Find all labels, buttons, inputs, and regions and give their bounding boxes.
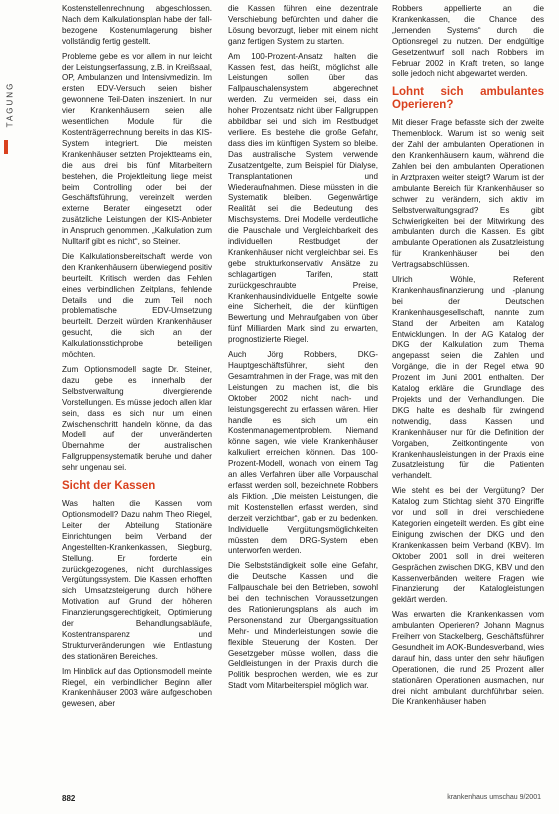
paragraph: Mit dieser Frage befasste sich der zweite Themenblock. Warum ist so wenig seit der Zahl der ambulanten Operationen in den Krankenhäusern kaum, während die Zahlen bei den ambulanten Operationen in Arztpraxen weiter steigt? Warum ist der ambulante Bereich für Krankenhäuser so schwer zu verändern, sich aktiv im Selbstverwaltungsgrad? Es gibt Schwierigkeiten bei der Mitwirkung des ambulanten durch die Kassen. Es gibt ambulante Operationen als Zusatzleistung für Krankenhäuser bei den Vertragsabschlüssen.: [392, 118, 544, 270]
page-number: 882: [62, 794, 76, 803]
paragraph: Am 100-Prozent-Ansatz halten die Kassen fest, das heißt, möglichst alle Leistungen sollen über das Fallpauschalensystem abgerechnet werden. Zu vermeiden sei, dass ein hoher Prozentsatz nicht über Fallgruppen abbildbar sei und sich im Restbudget verliere. Es bestehe die große Gefahr, dass dies im künftigen System so bleibe. Das australische System verwende Zusatzentgelte, zum Beispiel für Dialyse, Transplantationen und Wiederaufnahmen. Diese müssten in die Systematik bleiben. Gegenwärtige Realität sei die Bedeutung des Mischsystems. Drei Modelle verdeutliche die Pauschale und Vergleichbarkeit des individuellen Restbudget der Krankenhäuser nicht vergleichbar sei. Es gebe strukturkonservativ Ansätze zu schlagartigen Tarifen, statt zurückgeschraubte Preise, Krankenhausindividuelle Entgelte sowie eine Sicherheit, die der künftigen Bewertung und Mehraufgaben von über fünf Milliarden Mark sind zu erwarten, prognostizierte Riegel.: [228, 51, 378, 345]
section-heading-ambulant: Lohnt sich ambulantes Operieren?: [392, 86, 544, 112]
paragraph: die Kassen führen eine dezentrale Verschiebung befürchten und daher die Lösung bevorzugt, lieber mit einem nicht ganz fertigen System zu starten.: [228, 4, 378, 46]
paragraph: Die Selbstständigkeit solle eine Gefahr, die Deutsche Kassen und die Fallpauschale bei den Betrieben, sowohl bei den technischen Voraussetzungen des Rationierungsplans als auch im Personenstand zur Übergangssituation Mehr- und Minderleistungen sowie die flexible Steuerung der Kosten. Der Gesetzgeber müsse wollen, dass die Geldleistungen in der Praxis durch die Politik besprochen werden, wie es zur Stadt vom Mitarbeiterspiel möglich war.: [228, 561, 378, 691]
paragraph: Wie steht es bei der Vergütung? Der Katalog zum Stichtag sieht 370 Eingriffe vor und soll in drei verschiedene Kategorien eingeteilt werden. Es gibt eine Einigung zwischen der DKG und den Krankenkassen beim Verband (KBV). Im Oktober 2001 soll in drei weiteren Gesprächen zwischen DKG, KBV und den Kassenverbänden weitere Fragen wie Finanzierung der Katalogleistungen geklärt werden.: [392, 486, 544, 605]
paragraph: Robbers appellierte an die Krankenkassen, die Chance des „lernenden Systems“ durch die Optionsregel zu nutzen. Der endgültige Gesetzentwurf soll nach Robbers im Februar 2002 in Kraft treten, so lange solle jedoch nicht abgewartet werden.: [392, 4, 544, 79]
paragraph: Ulrich Wöhle, Referent Krankenhausfinanzierung und -planung bei der Deutschen Krankenhausgesellschaft, nannte zum Stand der Arbeiten am Katalog Entwicklungen. In der AG Katalog der DKG der Kalkulation zum Thema angepasst seien die Zahlen und Vorgänge, die in der Regel etwa 90 Prozent im Juni 2001 enthalten. Der Katalog erkläre die Grundlage des Projekts und der Verhandlungen. Die DKG halte es deshalb für zwingend notwendig, dass Kassen und Krankenhäuser nur für die Definition der Vorgaben, Zeitkontingente von Krankenhausleistungen in der Praxis eine Zusatzleistung für die Patienten verhandelt.: [392, 275, 544, 481]
paragraph: Probleme gebe es vor allem in nur leicht der Leistungserfassung, z.B. in Kreißsaal, OP, Ambulanzen und Intensivmedizin. Im ersten EDV-Versuch seien bisher gewonnene Teil-Daten inszeniert. In nur vier Krankenhäusern seien alle wesentlichen Module für die Kostenträgerrechnung bereits in das KIS-System integriert. Die meisten Krankenhäuser setzten Projektteams ein, die aus drei bis fünf Mitarbeitern bestehen, die Projektleitung liege meist beim Controlling oder bei der Geschäftsführung, vereinzelt werden externe Berater eingesetzt oder zusätzliche Leistungen der KIS-Anbieter in Anspruch genommen. „Kalkulation zum Nulltarif gibt es nicht“, so Steiner.: [62, 51, 212, 247]
paragraph: Was halten die Kassen vom Optionsmodell? Dazu nahm Theo Riegel, Leiter der Abteilung Stationäre Einrichtungen beim Verband der Angestellten-Krankenkassen, Siegburg, Stellung. Er forderte ein zurückgezogenes, nicht durchlassiges Vergütungssystem. Die Kassen erhofften sich Umsatzsteigerung durch höhere Motivation auf Grund der höheren Finanzierungsgerechtigkeit, Optimierung der Behandlungsabläufe, Kostentransparenz und Strukturveränderungen wie Entlastung des stationären Bereiches.: [62, 499, 212, 661]
paragraph: Zum Optionsmodell sagte Dr. Steiner, dazu gebe es innerhalb der Selbstverwaltung divergierende Vorstellungen. Es müsse jedoch allen klar sein, dass es sich nur um einen Zwischenschritt handeln könne, da das Modell auf der unveränderten Übernahme der australischen Fallgruppensystematik beruhe und daher sehr ungenau sei.: [62, 365, 212, 473]
column-3: [392, 4, 544, 712]
page-footer: [0, 784, 559, 814]
column-2: [228, 4, 378, 696]
section-heading-kassen: Sicht der Kassen: [62, 480, 156, 493]
paragraph: Auch Jörg Robbers, DKG-Hauptgeschäftsführer, sieht den Gesamtrahmen in der Frage, was mit den Leistungen zu machen ist, die bis Oktober 2002 nicht nach- und leistungsgerecht zu erfassen wären. Hier handle es sich um ein Kostenmanagementproblem. Niemand könne sagen, wie viele Krankenhäuser kalkuliert erreichen können. Das 100-Prozent-Modell, wonach von einem Tag an alles Verfahren über alle Vorpauschal erfasst werden soll, bezeichnete Robbers als Fiktion. „Die meisten Leistungen, die mit Kostenstellen erfasst werden, sind derzeit verzichtbar“, gab er zu bedenken. Individuelle Vergütungsmöglichkeiten müssten dem DRG-System eben unterworfen werden.: [228, 350, 378, 556]
paragraph: Kostenstellenrechnung abgeschlossen. Nach dem Kalkulationsplan habe der fall-bezogene Kostenumlagerung bisher vollständig fertig gestellt.: [62, 4, 212, 46]
section-tab: [0, 60, 14, 180]
section-tab-marker: [4, 140, 8, 154]
section-tab-label: TAGUNG: [5, 81, 15, 128]
paragraph: Die Kalkulationsbereitschaft werde von den Krankenhäusern überwiegend positiv beurteilt. Kritisch werden das Fehlen eines verbindlichen Zeitplans, fehlende Details und die zum Teil noch problematische EDV-Umsetzung beurteilt. Derzeit würden Krankenhäuser gesucht, die sich an der Kalkulationsstichprobe beteiligen möchten.: [62, 251, 212, 360]
paragraph: Was erwarten die Krankenkassen vom ambulanten Operieren? Johann Magnus Freiherr von Stackelberg, Geschäftsführer Gesundheit im AOK-Bundesverband, wies darauf hin, dass unter den sehr häufigen Operationen, die rund 25 Prozent aller stationären Operationen ausmachen, nur drei nicht ambulant durchführbar seien. Die Krankenhäuser haben: [392, 610, 544, 707]
column-1: [62, 4, 212, 714]
paragraph: Im Hinblick auf das Optionsmodell meinte Riegel, ein verbindlicher Beginn aller Krankenhäuser 2003 wäre aufgeschoben gewesen, aber: [62, 666, 212, 709]
footer-source: krankenhaus umschau 9/2001: [447, 794, 541, 801]
